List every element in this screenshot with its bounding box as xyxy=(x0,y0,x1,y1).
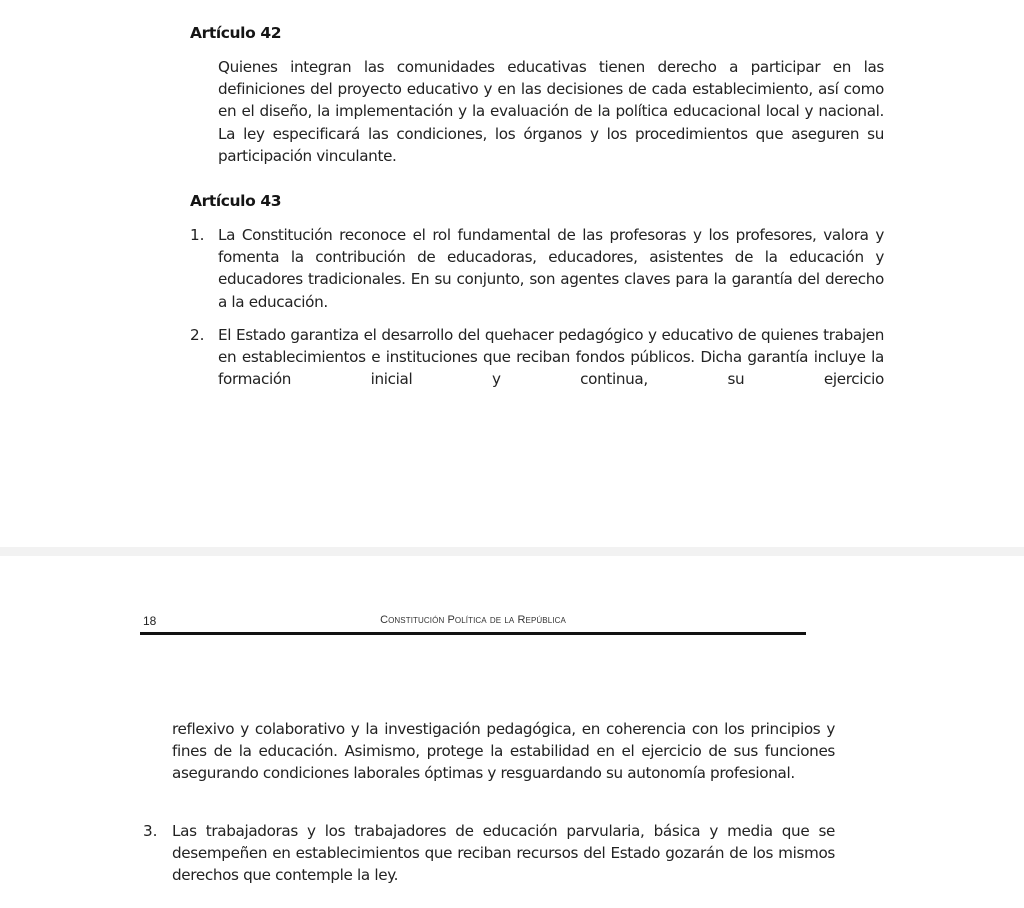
article-43-heading: Artículo 43 xyxy=(190,192,282,210)
list-item-text: El Estado garantiza el desarrollo del quehacer pedagógico y educativo de quienes trabajen en establecimientos e instituciones que reciban fondos públicos. Dicha garantía incluye la formación inicial y continua, su ejercicio xyxy=(218,326,884,389)
header-title: Constitución Política de la República xyxy=(380,614,566,626)
page-separator xyxy=(0,547,1024,556)
page-number: 18 xyxy=(143,614,157,628)
list-item-text: La Constitución reconoce el rol fundamental de las profesoras y los profesores, valora y fomenta la contribución de educadoras, educadores, asistentes de la educación y educadores tradicionales. En su conjunto, son agentes claves para la garantía del derecho a la educación. xyxy=(218,226,884,311)
list-number: 2. xyxy=(190,326,205,344)
article-43-item-3 xyxy=(143,820,835,890)
article-42-body: Quienes integran las comunidades educativas tienen derecho a participar en las definiciones del proyecto educativo y en las decisiones de cada establecimiento, así como en el diseño, la implementación y la evaluación de la política educacional local y nacional. La ley especificará las condiciones, los órganos y los procedimientos que aseguren su participación vinculante. xyxy=(218,58,884,165)
header-rule xyxy=(140,632,806,635)
article-43-item-2 xyxy=(190,324,884,392)
list-number: 1. xyxy=(190,226,205,244)
list-number: 3. xyxy=(143,822,158,840)
running-header xyxy=(140,608,806,636)
article-42-heading: Artículo 42 xyxy=(190,24,282,42)
article-43-item-2-continued: reflexivo y colaborativo y la investigación pedagógica, en coherencia con los principios y fines de la educación. Asimismo, protege la estabilidad en el ejercicio de sus funciones asegurando condiciones laborales óptimas y resguardando su autonomía profesional. xyxy=(172,720,835,783)
list-item-text: Las trabajadoras y los trabajadores de educación parvularia, básica y media que se desempeñen en establecimientos que reciban recursos del Estado gozarán de los mismos derechos que contemple la ley. xyxy=(172,822,835,885)
article-43-item-1 xyxy=(190,224,884,314)
document-page-bottom xyxy=(0,556,1024,908)
